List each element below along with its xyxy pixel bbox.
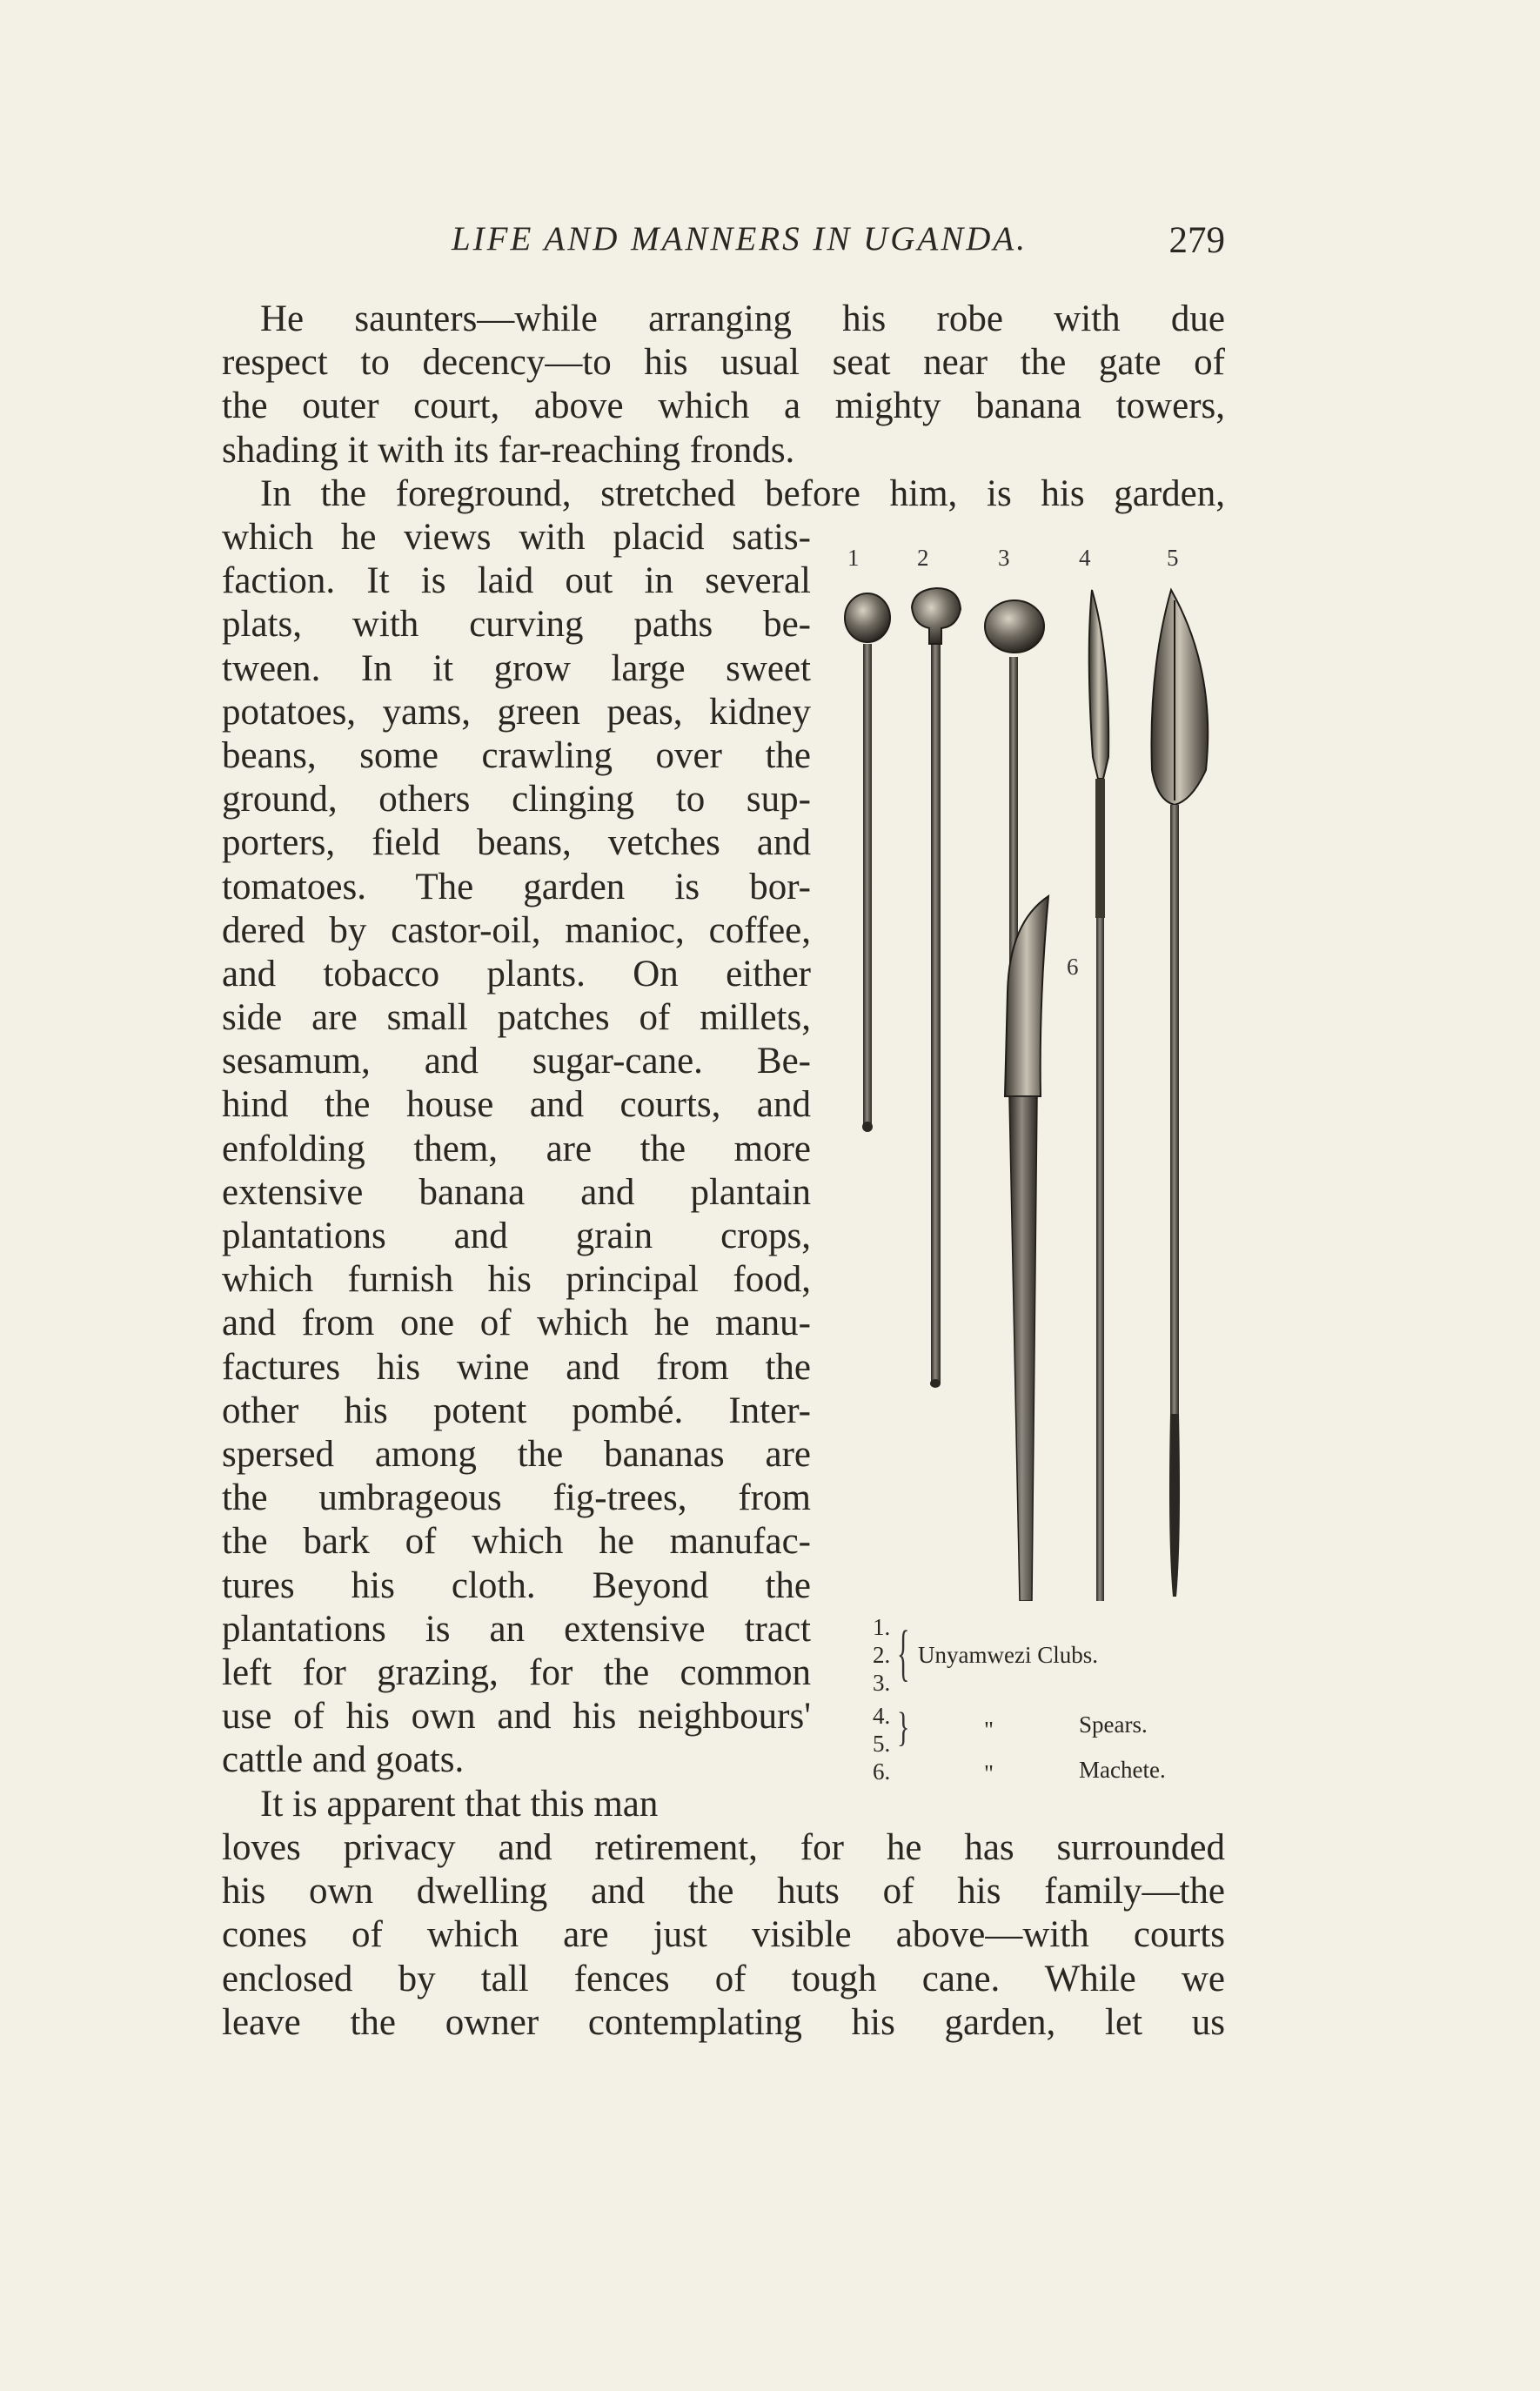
club-1 bbox=[845, 593, 890, 1132]
text-line: enclosed by tall fences of tough cane. While we bbox=[222, 1958, 1225, 1999]
text-line: other his potent pombé. Inter- bbox=[222, 1390, 811, 1431]
text-line: the umbrageous fig-trees, from bbox=[222, 1477, 811, 1519]
text-line: potatoes, yams, green peas, kidney bbox=[222, 691, 811, 733]
text-line: respect to decency—to his usual seat near the gate of bbox=[222, 342, 1225, 384]
paragraph-1 bbox=[222, 298, 1225, 472]
paragraph-2-column bbox=[222, 516, 811, 1782]
figure-number-2: 2 bbox=[917, 545, 929, 571]
machete-6 bbox=[1005, 896, 1048, 1601]
text-line: extensive banana and plantain bbox=[222, 1171, 811, 1213]
text-line: leave the owner contemplating his garden, let us bbox=[222, 2001, 1225, 2043]
caption-machete: Machete. bbox=[1079, 1757, 1166, 1783]
spear-4 bbox=[1089, 590, 1108, 1601]
club-2 bbox=[912, 588, 961, 1388]
text-line: cattle and goats. bbox=[222, 1739, 465, 1781]
text-line: the bark of which he manufac- bbox=[222, 1521, 811, 1563]
caption-ditto-machete: " bbox=[984, 1760, 994, 1786]
caption-spears: Spears. bbox=[1079, 1711, 1148, 1738]
text-line: beans, some crawling over the bbox=[222, 734, 811, 776]
caption-num-5: 5. bbox=[873, 1731, 891, 1757]
text-line: ground, others clinging to sup- bbox=[222, 779, 811, 820]
figure-number-5: 5 bbox=[1167, 545, 1179, 571]
text-line: side are small patches of millets, bbox=[222, 997, 811, 1039]
text-line: left for grazing, for the common bbox=[222, 1651, 811, 1693]
paragraph-3-opening bbox=[222, 1783, 811, 1826]
weapons-drawing bbox=[827, 539, 1227, 1601]
text-line: tures his cloth. Beyond the bbox=[222, 1564, 811, 1606]
caption-num-3: 3. bbox=[873, 1670, 891, 1696]
figure-caption bbox=[873, 1614, 1238, 1805]
text-line: shading it with its far-reaching fronds. bbox=[222, 429, 795, 471]
figure-number-3: 3 bbox=[998, 545, 1010, 571]
running-head-title: LIFE AND MANNERS IN UGANDA. bbox=[451, 220, 1028, 258]
text-line: loves privacy and retirement, for he has surrounded bbox=[222, 1827, 1225, 1868]
caption-num-4: 4. bbox=[873, 1703, 891, 1729]
text-line: faction. It is laid out in several bbox=[222, 560, 811, 602]
text-line: and from one of which he manu- bbox=[222, 1303, 811, 1344]
text-line: which he views with placid satis- bbox=[222, 517, 811, 558]
figure-number-4: 4 bbox=[1079, 545, 1091, 571]
text-line: and tobacco plants. On either bbox=[222, 953, 811, 995]
paragraph-3 bbox=[222, 1826, 1225, 2045]
weapons-illustration bbox=[827, 539, 1227, 1775]
text-line: his own dwelling and the huts of his family—the bbox=[222, 1871, 1225, 1912]
text-line: It is apparent that this man bbox=[260, 1784, 659, 1825]
text-line: use of his own and his neighbours' bbox=[222, 1696, 811, 1738]
text-line: He saunters—while arranging his robe with due bbox=[260, 298, 1225, 339]
text-line: plats, with curving paths be- bbox=[222, 604, 811, 646]
text-line: the outer court, above which a mighty banana towers, bbox=[222, 385, 1225, 427]
text-line: spersed among the bananas are bbox=[222, 1433, 811, 1475]
text-line: plantations is an extensive tract bbox=[222, 1608, 811, 1650]
caption-clubs: Unyamwezi Clubs. bbox=[918, 1642, 1098, 1668]
text-line: plantations and grain crops, bbox=[222, 1216, 811, 1256]
text-line: which furnish his principal food, bbox=[222, 1259, 811, 1301]
text-line: In the foreground, stretched before him, is his garden, bbox=[260, 473, 1225, 514]
text-line: hind the house and courts, and bbox=[222, 1084, 811, 1126]
text-line: tween. In it grow large sweet bbox=[222, 647, 811, 689]
spear-5 bbox=[1151, 590, 1208, 1597]
caption-num-1: 1. bbox=[873, 1614, 891, 1640]
caption-brace-clubs: { bbox=[897, 1619, 910, 1689]
text-line: sesamum, and sugar-cane. Be- bbox=[222, 1041, 811, 1082]
caption-ditto-spears: " bbox=[984, 1717, 994, 1743]
text-line: enfolding them, are the more bbox=[222, 1128, 811, 1169]
figure-number-6: 6 bbox=[1067, 954, 1079, 980]
text-line: tomatoes. The garden is bor- bbox=[222, 866, 811, 908]
page-number: 279 bbox=[1168, 220, 1225, 261]
paragraph-2-opening bbox=[222, 472, 1225, 516]
text-line: factures his wine and from the bbox=[222, 1346, 811, 1388]
caption-brace-spears: } bbox=[897, 1705, 910, 1751]
text-line: porters, field beans, vetches and bbox=[222, 822, 811, 864]
caption-num-6: 6. bbox=[873, 1758, 891, 1785]
caption-num-2: 2. bbox=[873, 1642, 891, 1668]
text-line: cones of which are just visible above—with courts bbox=[222, 1914, 1225, 1956]
text-line: dered by castor-oil, manioc, coffee, bbox=[222, 909, 811, 951]
figure-number-1: 1 bbox=[847, 545, 860, 571]
running-head bbox=[409, 219, 1225, 271]
